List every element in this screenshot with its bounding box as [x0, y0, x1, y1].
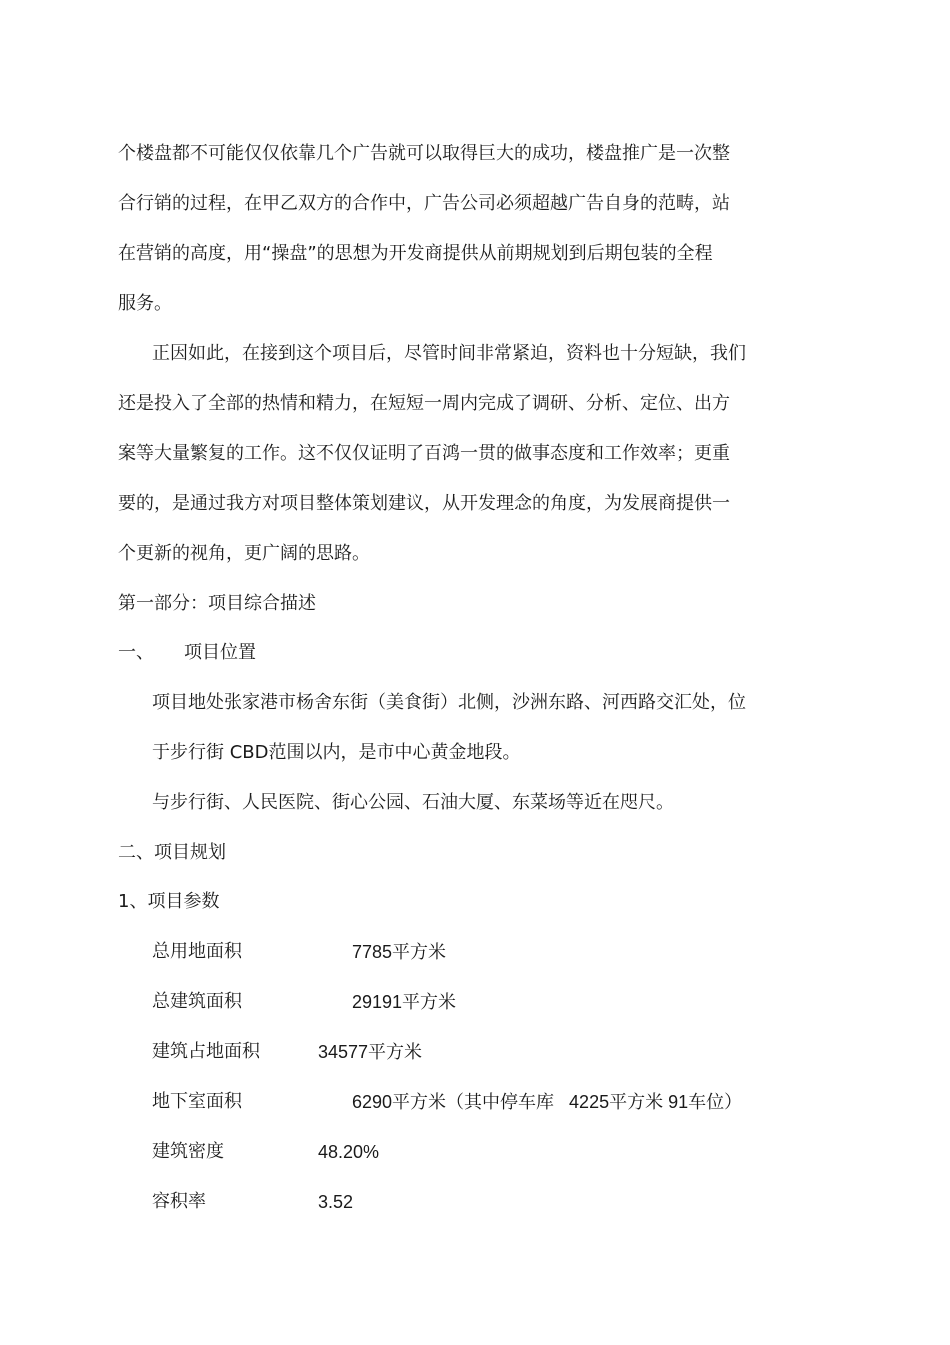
param-value-total-land: 7785平方米 — [352, 942, 447, 962]
intro-p1-line-1: 个楼盘都不可能仅仅依靠几个广告就可以取得巨大的成功，楼盘推广是一次整 — [118, 143, 730, 164]
section1-line-1: 项目地处张家港市杨舍东街（美食街）北侧，沙洲东路、河西路交汇处，位 — [152, 692, 746, 713]
intro-p2-line-4: 要的，是通过我方对项目整体策划建议，从开发理念的角度，为发展商提供一 — [118, 493, 730, 514]
param-label-density: 建筑密度 — [152, 1141, 224, 1162]
param-value-far: 3.52 — [318, 1192, 354, 1212]
param-label-basement: 地下室面积 — [152, 1091, 242, 1112]
section1-line-2: 于步行街 CBD范围以内，是市中心黄金地段。 — [152, 742, 521, 763]
intro-p2-line-5: 个更新的视角，更广阔的思路。 — [118, 543, 370, 564]
param-value-density: 48.20% — [318, 1142, 380, 1162]
intro-p1-line-2: 合行销的过程，在甲乙双方的合作中，广告公司必须超越广告自身的范畴，站 — [118, 193, 730, 214]
intro-p2-line-3: 案等大量繁复的工作。这不仅仅证明了百鸿一贯的做事态度和工作效率；更重 — [118, 443, 730, 464]
intro-p1-line-4: 服务。 — [118, 293, 172, 314]
section2-title: 二、项目规划 — [118, 842, 226, 863]
param-value-total-floor: 29191平方米 — [352, 992, 457, 1012]
part1-title: 第一部分：项目综合描述 — [118, 593, 316, 614]
param-value-basement: 6290平方米（其中停车库 4225平方米 91车位） — [352, 1092, 743, 1112]
param-label-total-floor: 总建筑面积 — [152, 991, 242, 1012]
section1-line-3: 与步行街、人民医院、街心公园、石油大厦、东菜场等近在咫尺。 — [152, 792, 674, 813]
section1-number: 一、 — [118, 642, 154, 663]
param-label-far: 容积率 — [152, 1191, 206, 1212]
subsection-params-title: 1、项目参数 — [118, 891, 220, 912]
intro-p1-line-3: 在营销的高度，用“操盘”的思想为开发商提供从前期规划到后期包装的全程 — [118, 243, 713, 264]
intro-p2-line-2: 还是投入了全部的热情和精力，在短短一周内完成了调研、分析、定位、出方 — [118, 393, 730, 414]
section1-title: 项目位置 — [184, 642, 256, 663]
param-label-footprint: 建筑占地面积 — [152, 1041, 260, 1062]
param-value-footprint: 34577平方米 — [318, 1042, 423, 1062]
intro-p2-line-1: 正因如此，在接到这个项目后，尽管时间非常紧迫，资料也十分短缺，我们 — [152, 343, 746, 364]
param-label-total-land: 总用地面积 — [152, 941, 242, 962]
